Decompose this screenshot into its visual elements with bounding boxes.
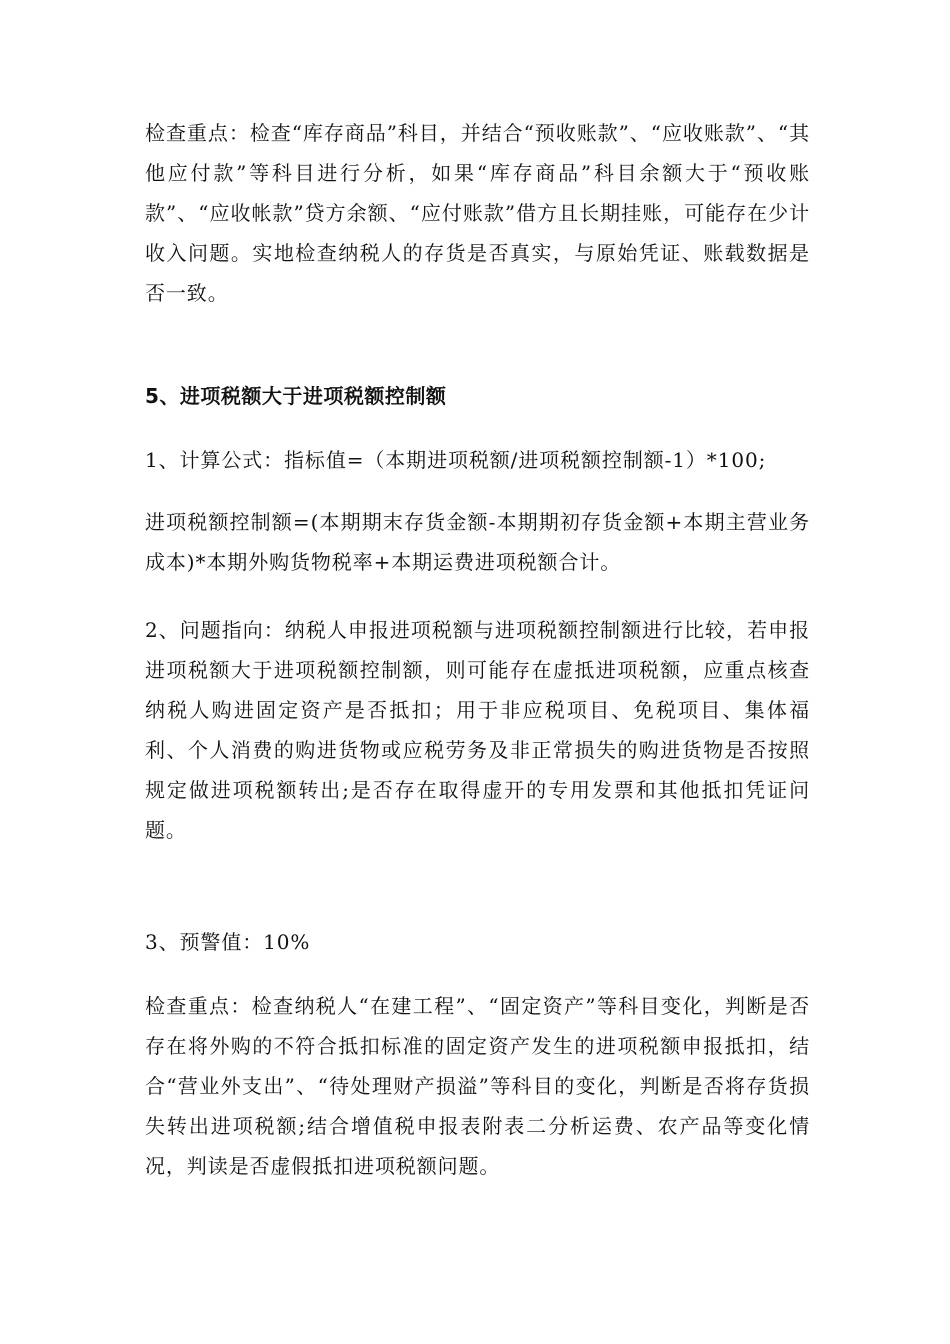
paragraph-control-amount: 进项税额控制额=(本期期末存货金额-本期期初存货金额+本期主营业务成本)*本期外购货物税率+本期运费进项税额合计。 bbox=[145, 510, 810, 574]
section-heading-input-tax: 5、进项税额大于进项税额控制额 bbox=[145, 384, 447, 408]
paragraph-warning-value: 3、预警值：10% bbox=[145, 930, 311, 954]
paragraph-problem-direction: 2、问题指向：纳税人申报进项税额与进项税额控制额进行比较，若申报进项税额大于进项税额控制额，则可能存在虚抵进项税额，应重点核查纳税人购进固定资产是否抵扣；用于非应税项目、免税项目、集体福利、个人消费的购进货物或应税劳务及非正常损失的购进货物是否按照规定做进项税额转出;是否存在取得虚开的专用发票和其他抵扣凭证问题。 bbox=[145, 618, 810, 842]
paragraph-inspection-focus-fixed-assets: 检查重点：检查纳税人“在建工程”、“固定资产”等科目变化，判断是否存在将外购的不符合抵扣标准的固定资产发生的进项税额申报抵扣，结合“营业外支出”、“待处理财产损溢”等科目的变化，判断是否将存货损失转出进项税额;结合增值税申报表附表二分析运费、农产品等变化情况，判读是否虚假抵扣进项税额问题。 bbox=[145, 994, 810, 1178]
paragraph-inspection-focus-inventory: 检查重点：检查“库存商品”科目，并结合“预收账款”、“应收账款”、“其他应付款”等科目进行分析，如果“库存商品”科目余额大于“预收账款”、“应收帐款”贷方余额、“应付账款”借方且长期挂账，可能存在少计收入问题。实地检查纳税人的存货是否真实，与原始凭证、账载数据是否一致。 bbox=[145, 121, 810, 305]
paragraph-formula: 1、计算公式：指标值=（本期进项税额/进项税额控制额-1）*100; bbox=[145, 448, 767, 472]
